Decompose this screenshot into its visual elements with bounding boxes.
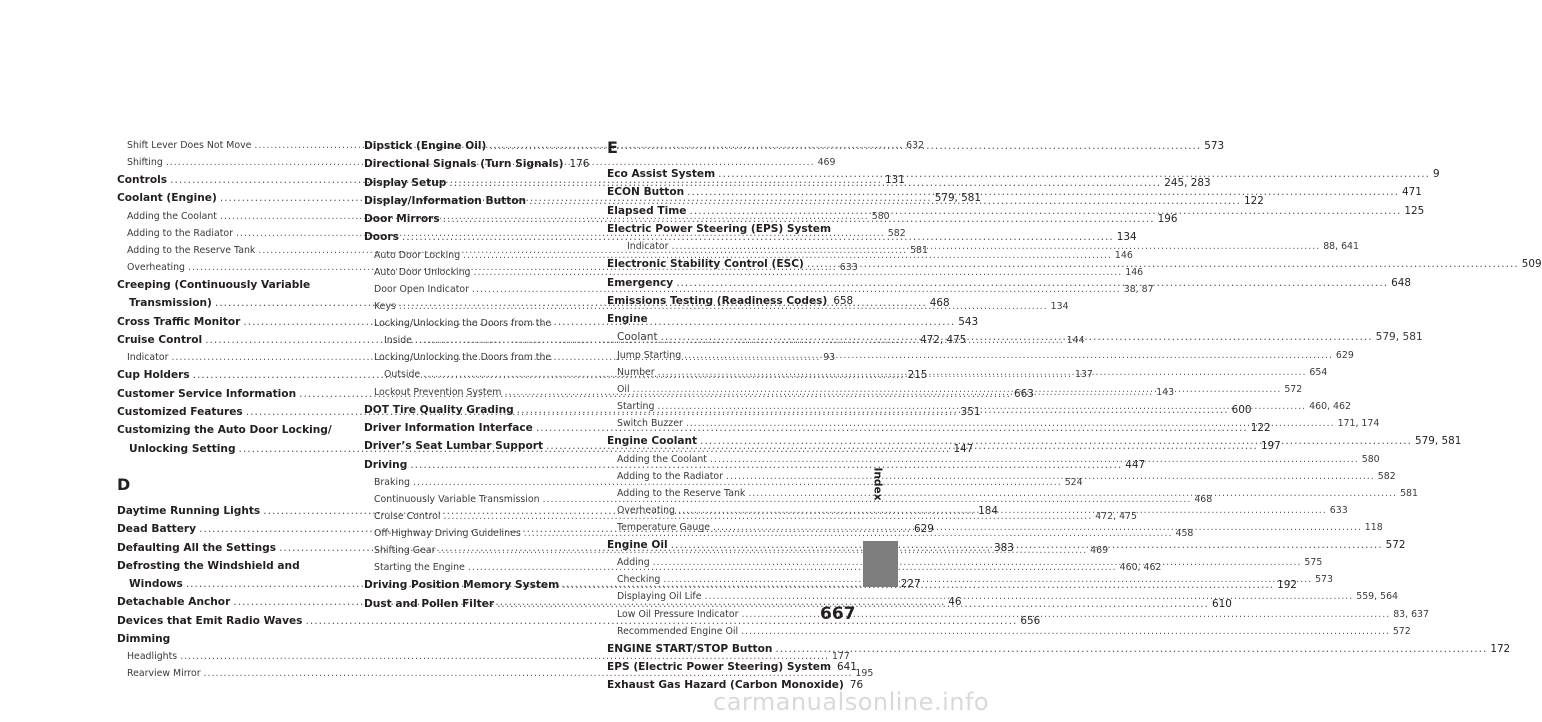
dot-leader <box>657 398 1306 415</box>
page-reference[interactable]: 137 <box>1074 369 1093 381</box>
page-reference[interactable]: 196 <box>1157 213 1178 226</box>
page-reference[interactable]: 118 <box>1364 521 1383 533</box>
entry-term: Oil <box>617 383 630 395</box>
entry-term: Adding to the Radiator <box>617 470 724 482</box>
entry-term: Off-Highway Driving Guidelines <box>374 528 521 540</box>
index-entry-heading: Locking/Unlocking the Doors from the <box>374 352 552 364</box>
entry-term: Auto Door Locking <box>374 249 461 261</box>
entry-term: Adding <box>617 557 650 569</box>
page-reference[interactable]: 572 <box>1284 383 1303 395</box>
page-reference[interactable]: 472, 475 <box>920 334 967 347</box>
page-reference[interactable]: 472, 475 <box>1095 511 1137 522</box>
entry-term: Devices that Emit Radio Waves <box>117 614 303 627</box>
page-reference[interactable]: 610 <box>1211 597 1232 610</box>
entry-term: Inside <box>384 335 412 347</box>
page-reference[interactable]: 460, 462 <box>1309 401 1351 413</box>
page-reference[interactable]: 468 <box>1194 493 1213 505</box>
entry-term: Daytime Running Lights <box>117 504 261 517</box>
index-entry[interactable] <box>607 658 857 676</box>
dot-leader <box>718 165 1430 183</box>
page-reference[interactable]: 215 <box>907 369 928 382</box>
index-entry-heading: Customizing the Auto Door Locking/ <box>117 424 332 437</box>
page-reference[interactable]: 633 <box>1329 504 1348 516</box>
page-reference[interactable]: 458 <box>1175 528 1194 540</box>
page-reference[interactable]: 663 <box>1014 387 1034 400</box>
entry-term: Headlights <box>127 651 178 663</box>
entry-term: Driving <box>364 458 408 471</box>
entry-term: Starting the Engine <box>374 562 465 574</box>
index-entry[interactable] <box>364 155 588 173</box>
entry-term: Overheating <box>617 504 676 516</box>
page-reference[interactable]: 177 <box>831 651 850 663</box>
page-reference[interactable]: 146 <box>1114 249 1133 261</box>
page-reference[interactable]: 543 <box>958 315 979 328</box>
index-entry-heading: Dimming <box>117 633 171 645</box>
entry-term: Starting <box>617 401 655 413</box>
dot-leader <box>633 381 1282 398</box>
dot-leader <box>700 432 1412 450</box>
dot-leader <box>489 137 1201 155</box>
page-reference[interactable]: 581 <box>910 244 928 256</box>
dot-leader <box>748 485 1397 502</box>
page-reference[interactable]: 559, 564 <box>1356 591 1398 603</box>
index-entry-heading: Defrosting the Windshield and <box>117 559 300 572</box>
entry-term: Cross Traffic Monitor <box>117 315 241 328</box>
page-reference[interactable]: 582 <box>887 227 906 239</box>
entry-term: Recommended Engine Oil <box>617 625 739 637</box>
page-reference[interactable]: 134 <box>1050 301 1069 313</box>
dot-leader <box>710 451 1359 468</box>
page-reference[interactable]: 572 <box>1392 625 1411 637</box>
page-reference[interactable]: 582 <box>1377 470 1396 482</box>
dot-leader <box>658 364 1307 381</box>
entry-term: Electronic Stability Control (ESC) <box>607 258 804 271</box>
index-entry[interactable] <box>607 292 854 310</box>
page-reference[interactable]: 629 <box>1335 349 1354 361</box>
page-reference[interactable]: 572 <box>1385 539 1406 551</box>
entry-term: Elapsed Time <box>607 204 687 217</box>
section-letter: D <box>117 474 131 494</box>
page-reference[interactable]: 579, 581 <box>1415 435 1462 448</box>
entry-term: Auto Door Unlocking <box>374 266 471 278</box>
entry-term: Engine Coolant <box>607 435 698 448</box>
page-reference[interactable]: 93 <box>823 352 836 364</box>
entry-term: Coolant <box>617 331 658 344</box>
page-reference[interactable]: 143 <box>1156 386 1175 398</box>
entry-term: Keys <box>374 301 396 313</box>
page-reference[interactable]: 9 <box>1433 168 1440 180</box>
entry-term: Emissions Testing (Readiness Codes) <box>607 294 828 307</box>
entry-term: Indicator <box>127 352 169 364</box>
entry-term: Windows <box>129 578 183 591</box>
dot-leader <box>775 640 1487 658</box>
page-reference[interactable]: 245, 283 <box>1164 176 1211 189</box>
entry-term: Rearview Mirror <box>127 668 201 680</box>
page-reference[interactable]: 122 <box>1250 421 1271 434</box>
index-subentry[interactable] <box>607 623 1411 640</box>
entry-term: Displaying Oil Life <box>617 591 702 603</box>
page-reference[interactable]: 460, 462 <box>1119 562 1162 574</box>
page-reference[interactable]: 447 <box>1125 458 1146 471</box>
dot-leader <box>653 554 1302 571</box>
entry-term: Checking <box>617 574 661 586</box>
page-reference[interactable]: 351 <box>960 406 981 419</box>
page-reference[interactable]: 46 <box>948 596 962 609</box>
entry-term: ECON Button <box>607 186 685 199</box>
page-reference[interactable]: 509 <box>1521 258 1542 271</box>
page-reference[interactable]: 383 <box>993 541 1014 554</box>
entry-term: Cruise Control <box>374 511 441 522</box>
page-reference[interactable]: 580 <box>871 210 890 222</box>
entry-term: Driver Information Interface <box>364 421 533 434</box>
page-reference[interactable]: 524 <box>1064 476 1083 488</box>
page-reference[interactable]: 227 <box>900 578 921 591</box>
entry-term: Emergency <box>607 276 674 289</box>
page-reference[interactable]: 629 <box>913 523 934 536</box>
page-reference[interactable]: 197 <box>1260 440 1281 453</box>
entry-term: EPS (Electric Power Steering) System <box>607 661 832 674</box>
page-reference[interactable]: 581 <box>1400 487 1418 499</box>
page-reference[interactable]: 147 <box>953 442 974 455</box>
entry-term: Switch Buzzer <box>617 418 683 430</box>
page-reference[interactable]: 573 <box>1315 574 1333 586</box>
dot-leader <box>705 588 1354 605</box>
entry-term: ENGINE START/STOP Button <box>607 642 773 655</box>
entry-term: Coolant (Engine) <box>117 192 217 205</box>
entry-term: Engine Oil <box>607 539 668 551</box>
dot-leader <box>661 328 1373 346</box>
entry-term: Temperature Gauge <box>617 521 711 533</box>
page-reference[interactable]: 144 <box>1066 335 1085 347</box>
entry-term: Shift Lever Does Not Move <box>127 140 252 151</box>
page-reference[interactable]: 134 <box>1116 231 1137 244</box>
entry-term: Customer Service Information <box>117 387 297 400</box>
entry-term: Display Setup <box>364 176 447 189</box>
index-entry-heading: Electric Power Steering (EPS) System <box>607 222 832 235</box>
page-reference[interactable]: 176 <box>569 158 590 171</box>
page-reference[interactable]: 469 <box>1090 545 1109 557</box>
dot-leader <box>676 274 1388 292</box>
dot-leader <box>741 623 1390 640</box>
index-tab-text: Index <box>872 467 884 501</box>
page-reference[interactable]: 122 <box>1244 194 1264 207</box>
dot-leader <box>689 202 1401 220</box>
entry-term: Detachable Anchor <box>117 596 231 609</box>
dot-leader <box>713 519 1362 536</box>
entry-term: Adding to the Reserve Tank <box>617 487 746 499</box>
entry-term: Display/Information Button <box>364 194 527 207</box>
page-reference[interactable]: 632 <box>906 140 925 151</box>
page-reference[interactable]: 575 <box>1304 557 1323 569</box>
entry-term: Jump Starting <box>617 349 682 361</box>
entry-term: Braking <box>374 476 410 488</box>
page-reference[interactable]: 171, 174 <box>1337 418 1380 430</box>
entry-term: Adding the Coolant <box>617 453 707 465</box>
entry-term: Dust and Pollen Filter <box>364 597 495 610</box>
entry-term: Overheating <box>127 262 186 274</box>
entry-term: Directional Signals (Turn Signals) <box>364 158 564 171</box>
page-reference[interactable]: 573 <box>1204 140 1225 152</box>
index-tab[interactable] <box>863 541 898 587</box>
page-reference[interactable]: 184 <box>978 504 998 517</box>
page-reference[interactable]: 654 <box>1309 366 1328 378</box>
entry-term: Customized Features <box>117 406 243 419</box>
page-reference[interactable]: 88, 641 <box>1323 241 1359 253</box>
page-reference[interactable]: 471 <box>1402 186 1422 199</box>
entry-term: Number <box>617 366 655 378</box>
entry-term: Transmission) <box>129 297 212 310</box>
entry-term: Eco Assist System <box>607 168 716 180</box>
page-reference[interactable]: 658 <box>833 294 854 307</box>
page-reference[interactable]: 195 <box>855 668 874 680</box>
page-reference[interactable]: 76 <box>849 679 864 692</box>
index-tab-label[interactable] <box>857 444 899 524</box>
dot-leader <box>687 183 1399 201</box>
entry-term: Doors <box>364 231 399 244</box>
index-entry-heading: Engine <box>607 313 648 326</box>
page-reference[interactable]: 648 <box>1391 276 1411 289</box>
entry-term: Cruise Control <box>117 334 203 347</box>
page-reference[interactable]: 192 <box>1277 579 1297 592</box>
section-letter: E <box>607 138 618 157</box>
entry-term: Adding to the Reserve Tank <box>127 244 256 256</box>
dot-leader <box>684 347 1333 364</box>
entry-term: Exhaust Gas Hazard (Carbon Monoxide) <box>607 679 844 692</box>
page-reference[interactable]: 468 <box>929 297 950 310</box>
page-reference[interactable]: 579, 581 <box>1375 331 1423 344</box>
index-entry-heading: Locking/Unlocking the Doors from the <box>374 318 552 330</box>
entry-term: Dipstick (Engine Oil) <box>364 140 487 152</box>
page-reference[interactable]: 469 <box>817 157 836 169</box>
entry-term: Door Open Indicator <box>374 283 469 295</box>
entry-term: Dead Battery <box>117 523 197 536</box>
watermark: carmanualsonline.info <box>713 688 990 716</box>
entry-term: Adding to the Radiator <box>127 227 234 239</box>
page-reference[interactable]: 580 <box>1361 453 1380 465</box>
page-reference[interactable]: 633 <box>839 262 858 274</box>
page-number: 667 <box>820 604 856 624</box>
entry-term: Shifting <box>127 157 163 169</box>
entry-term: Driver’s Seat Lumbar Support <box>364 440 544 453</box>
index-subentry[interactable] <box>607 347 1354 364</box>
dot-leader <box>671 536 1383 554</box>
page-reference[interactable]: 83, 637 <box>1393 608 1429 620</box>
page-reference[interactable]: 146 <box>1125 266 1144 278</box>
entry-term: Indicator <box>627 241 669 253</box>
page-reference[interactable]: 131 <box>885 174 905 187</box>
index-entry-heading: Creeping (Continuously Variable <box>117 279 311 292</box>
entry-term: Unlocking Setting <box>129 442 236 455</box>
entry-term: Lockout Prevention System <box>374 386 502 398</box>
page-reference[interactable]: 125 <box>1404 204 1425 217</box>
page-reference[interactable]: 579, 581 <box>934 192 981 205</box>
dot-leader <box>726 468 1375 485</box>
entry-term: Low Oil Pressure Indicator <box>617 608 739 620</box>
page-reference[interactable]: 172 <box>1490 642 1511 655</box>
entry-term: Defaulting All the Settings <box>117 541 277 554</box>
entry-term: DOT Tire Quality Grading <box>364 403 514 416</box>
dot-leader <box>686 415 1335 432</box>
page-reference[interactable]: 641 <box>837 661 857 674</box>
entry-term: Outside <box>384 369 421 381</box>
dot-leader <box>807 255 1519 273</box>
dot-leader <box>678 502 1327 519</box>
entry-term: Continuously Variable Transmission <box>374 493 540 505</box>
entry-term: Controls <box>117 174 168 187</box>
entry-term: Shifting Gear <box>374 545 436 557</box>
page-reference[interactable]: 600 <box>1231 403 1252 416</box>
page-reference[interactable]: 656 <box>1020 614 1041 627</box>
dot-leader <box>671 238 1320 255</box>
entry-term: Cup Holders <box>117 369 190 382</box>
entry-term: Adding the Coolant <box>127 210 217 222</box>
dot-leader <box>663 571 1312 588</box>
entry-term: Door Mirrors <box>364 213 440 226</box>
entry-term: Driving Position Memory System <box>364 579 560 592</box>
page-reference[interactable]: 38, 87 <box>1123 283 1154 295</box>
